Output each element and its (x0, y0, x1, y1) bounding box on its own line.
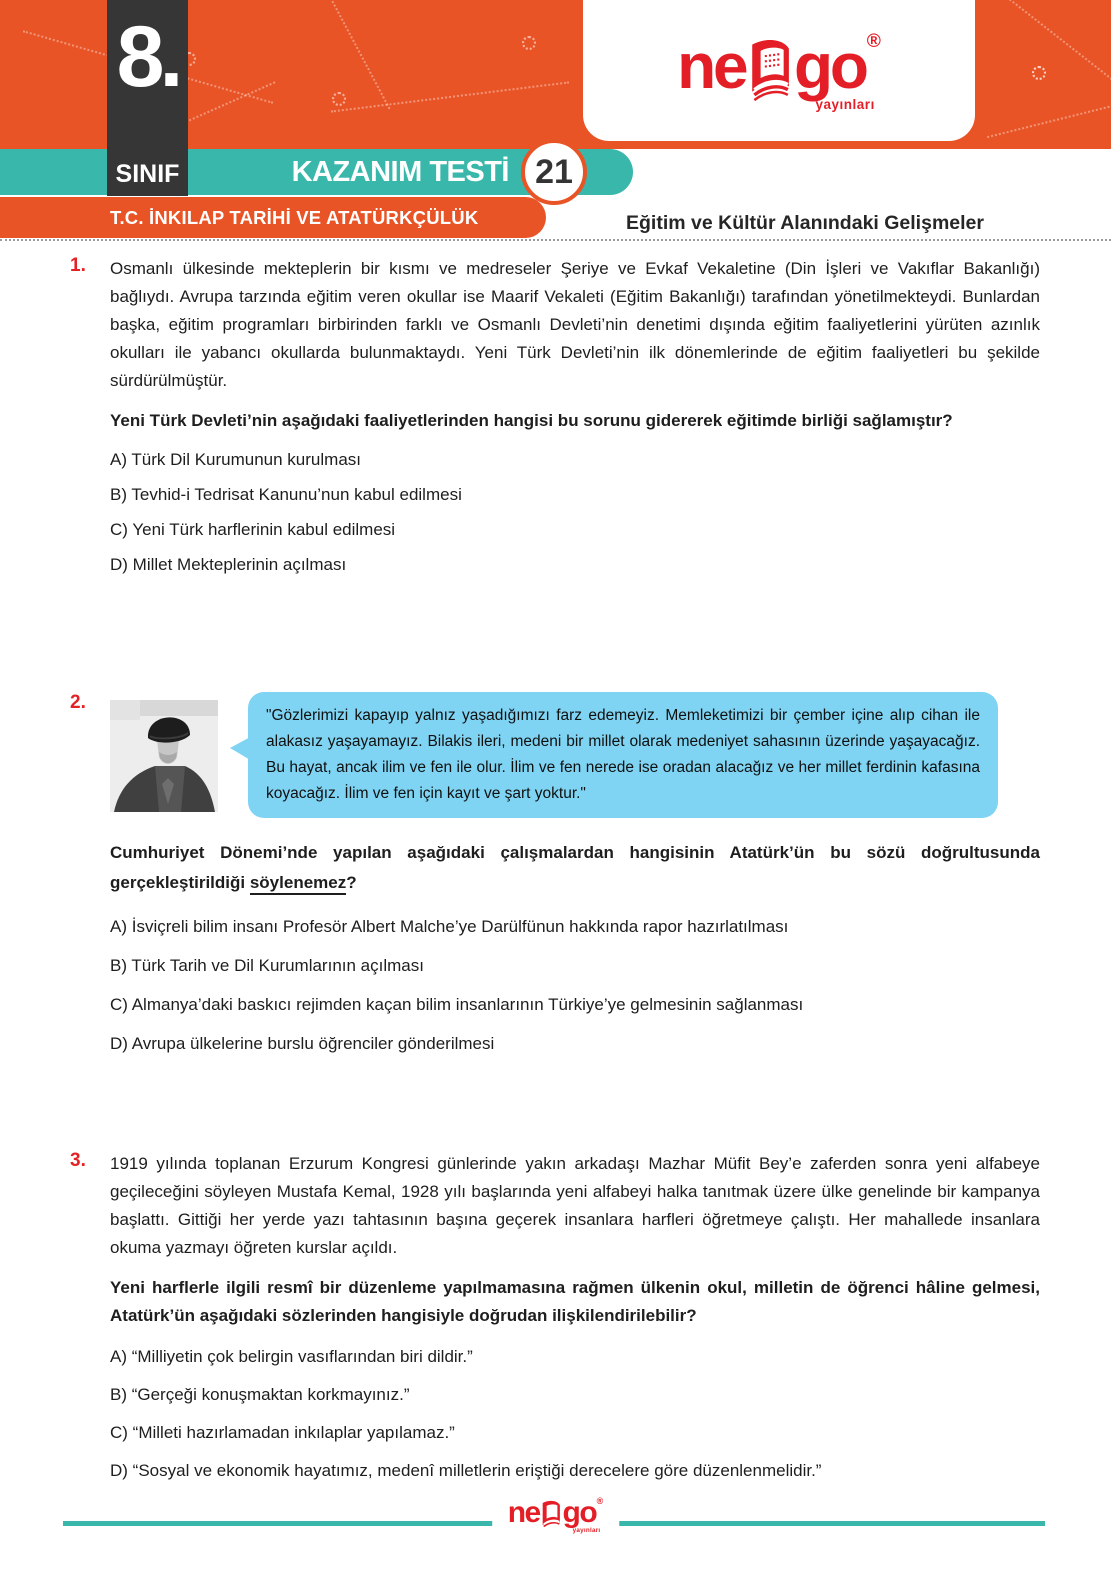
question-paragraph: Osmanlı ülkesinde mekteplerin bir kısmı ve medreseler Şeriye ve Evkaf Vekaletine (Din İşleri ve Vakıflar Bakanlığı) bağlıydı. Avrupa tarzında eğitim veren okullar ise Maarif Vekaleti (Eğitim Bakanlığı) tarafından yönetilmekteydi. Bunlardan başka, eğitim programları birbirinden farklı ve Osmanlı Devleti’nin denetimi dışında eğitim faaliyetlerini yürüten azınlık okulları ile yabancı okullarda bulunmaktaydı. Yeni Türk Devleti’nin ilk dönemlerinde de eğitim faaliyetleri bu şekilde sürdürülmüştür. (110, 259, 1040, 390)
question-number: 2. (70, 692, 86, 713)
question-stem: Yeni harflerle ilgili resmî bir düzenleme yapılmamasına rağmen ülkenin okul, milletin de öğrenci hâline gelmesi, Atatürk’ün aşağıdaki sözlerinden hangisiyle doğrudan ilişkilendirilebilir? (110, 1278, 1040, 1325)
publisher-name-right: go (794, 29, 866, 102)
network-pattern-node (332, 92, 346, 106)
speech-bubble (248, 692, 998, 818)
option-d: D) Avrupa ülkelerine burslu öğrenciler gönderilmesi (110, 1034, 495, 1053)
option-c: C) Yeni Türk harflerinin kabul edilmesi (110, 520, 396, 539)
footer-publisher-logo (492, 1494, 620, 1537)
publisher-logo (677, 29, 881, 112)
publisher-logo-box (583, 0, 975, 141)
publisher-name-left: ne (507, 1496, 540, 1529)
grade-label: SINIF (115, 160, 180, 188)
network-pattern-line (331, 81, 569, 112)
subject-band (0, 197, 546, 238)
grade-box (107, 0, 188, 196)
publisher-name-left: ne (677, 29, 746, 102)
topic-title: Eğitim ve Kültür Alanındaki Gelişmeler (626, 212, 984, 234)
publisher-name-right: go (562, 1496, 597, 1529)
publisher-tagline: yayınları (572, 1527, 601, 1535)
registered-mark: ® (866, 31, 881, 53)
options-list (110, 449, 1040, 575)
option-d: D) “Sosyal ve ekonomik hayatımız, medenî milletlerin eriştiği derecelere göre düzenlenmelidir.” (110, 1461, 822, 1480)
options-list (110, 916, 1040, 1054)
question-number: 3. (70, 1150, 86, 1171)
book-icon (747, 34, 793, 108)
grade-number: 8. (116, 9, 179, 105)
test-number: 21 (535, 152, 573, 191)
book-icon (540, 1498, 562, 1533)
option-d: D) Millet Mekteplerinin açılması (110, 555, 347, 574)
network-pattern-line (300, 0, 391, 109)
option-b: B) Tevhid-i Tedrisat Kanunu’nun kabul edilmesi (110, 485, 462, 504)
test-band-title: KAZANIM TESTİ (291, 156, 509, 188)
options-list (110, 1346, 1040, 1481)
option-c: C) “Milleti hazırlamadan inkılaplar yapılamaz.” (110, 1423, 455, 1442)
question-stem (110, 838, 1040, 898)
test-number-badge (521, 139, 587, 205)
network-pattern-line (987, 100, 1111, 138)
question-stem: Yeni Türk Devleti’nin aşağıdaki faaliyetlerinden hangisi bu sorunu gidererek eğitimde birliği sağlamıştır? (110, 411, 953, 430)
stem-underlined-word: söylenemez (250, 873, 346, 895)
registered-mark: ® (596, 1496, 604, 1507)
ataturk-quote: "Gözlerimizi kapayıp yalnız yaşadığımızı farz edemeyiz. Memleketimizi bir çember içine alıp cihan ile alakasız yaşayamayız. Bilakis ileri, medeni bir millet olarak medeniyet sahasının üzerinde yaşayacağız. Bu hayat, ancak ilim ve fen ile olur. İlim ve fen nerede ise oradan alacağız ve her millet ferdinin kafasına koyacağız. İlim ve fen için kayıt ve şart yoktur." (266, 707, 980, 802)
question-1 (70, 255, 1040, 589)
option-a: A) Türk Dil Kurumunun kurulması (110, 450, 361, 469)
option-b: B) “Gerçeği konuşmaktan korkmayınız.” (110, 1385, 410, 1404)
publisher-tagline: yayınları (815, 96, 875, 112)
option-b: B) Türk Tarih ve Dil Kurumlarının açılması (110, 956, 424, 975)
question-2 (70, 692, 1040, 1072)
quote-media-row (110, 692, 1040, 816)
option-c: C) Almanya’daki baskıcı rejimden kaçan bilim insanlarının Türkiye’ye gelmesinin sağlanması (110, 995, 804, 1014)
option-a: A) “Milliyetin çok belirgin vasıflarından biri dildir.” (110, 1347, 473, 1366)
question-3 (70, 1150, 1040, 1498)
network-pattern-node (1032, 66, 1046, 80)
question-number: 1. (70, 255, 86, 276)
option-a: A) İsviçreli bilim insanı Profesör Albert Malche’ye Darülfünun hakkında rapor hazırlatılması (110, 917, 789, 936)
network-pattern-node (522, 36, 536, 50)
ataturk-photo (110, 700, 218, 812)
stem-text: ? (346, 873, 357, 892)
subject-title: T.C. İNKILAP TARİHİ VE ATATÜRKÇÜLÜK (110, 206, 479, 228)
question-paragraph: 1919 yılında toplanan Erzurum Kongresi günlerinde yakın arkadaşı Mazhar Müfit Bey’e zaferden sonra yeni alfabeye geçileceğini söyleyen Mustafa Kemal, 1928 yılı başlarında yeni alfabeyi halka tanıtmak üzere ülke genelinde bir kampanya başlattı. Gittiği her yerde yazı tahtasının başına geçerek insanlara harfleri öğretmeye çalıştı. Her mahallede insanlara okuma yazmayı öğreten kurslar açıldı. (110, 1154, 1040, 1257)
header-separator (0, 239, 1111, 241)
stem-text: Cumhuriyet Dönemi’nde yapılan aşağıdaki çalışmalardan hangisinin Atatürk’ün bu sözü doğrultusunda gerçekleştirildiği (110, 843, 1040, 892)
publisher-logo (508, 1498, 604, 1533)
